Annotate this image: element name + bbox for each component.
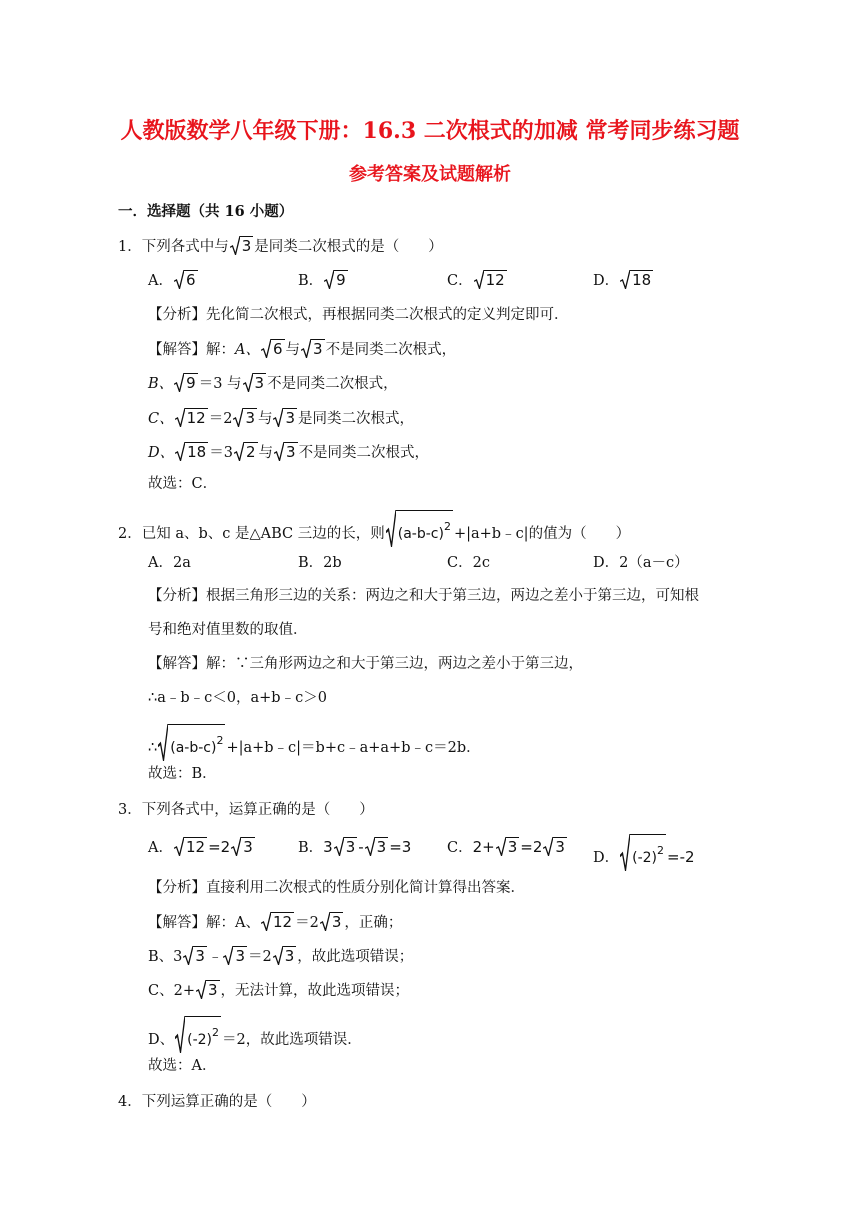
radical: 9 bbox=[174, 373, 198, 392]
radical: 12 bbox=[261, 912, 294, 931]
q1-option-d: D． 18 bbox=[593, 271, 652, 289]
radical: 12 bbox=[474, 270, 507, 289]
q2-solution-line2: ∴a﹣b﹣c＜0，a+b﹣c＞0 bbox=[148, 690, 327, 706]
radical: 3 bbox=[273, 408, 297, 427]
q1-option-a: A． 6 bbox=[148, 271, 196, 289]
radical: 18 bbox=[175, 442, 208, 461]
q2-option-d: D．2（a－c） bbox=[593, 555, 689, 571]
radical: $(a-b-c)^2$ bbox=[386, 510, 453, 547]
q1-analysis: 【分析】先化简二次根式，再根据同类二次根式的定义判定即可． bbox=[148, 307, 569, 323]
radical: 3 bbox=[231, 837, 255, 856]
q1-solution-c: C、 12 ＝2 3 与 3 是同类二次根式， bbox=[148, 409, 415, 427]
q2-solution-line1: 【解答】解：∵三角形两边之和大于第三边，两边之差小于第三边， bbox=[148, 656, 583, 672]
q2-analysis-line2: 号和绝对值里数的取值． bbox=[148, 622, 308, 638]
q1-choice: 故选：C． bbox=[148, 476, 218, 492]
radical: 3 bbox=[233, 408, 257, 427]
q3-option-d: D． $(-2)^2$ =-2 bbox=[593, 834, 695, 871]
document-subtitle: 参考答案及试题解析 bbox=[349, 164, 511, 185]
section-heading: 一．选择题（共 16 小题） bbox=[118, 203, 294, 220]
q1-solution-a: 【解答】解：A、 6 与 3 不是同类二次根式， bbox=[148, 340, 457, 358]
q3-solution-b: B、3 3 ﹣ 3 ＝2 3 ，故此选项错误； bbox=[148, 947, 414, 965]
q2-analysis-line1: 【分析】根据三角形三边的关系：两边之和大于第三边，两边之差小于第三边，可知根 bbox=[148, 588, 699, 604]
radical: 3 bbox=[223, 946, 247, 965]
q1-option-c: C． 12 bbox=[447, 271, 505, 289]
radical: 3 bbox=[273, 946, 297, 965]
radical: 3 bbox=[243, 373, 267, 392]
radical: 3 bbox=[274, 442, 298, 461]
radical: 18 bbox=[620, 270, 653, 289]
q3-option-b: B．3 3 - 3 =3 bbox=[298, 838, 412, 856]
radical: 3 bbox=[320, 912, 344, 931]
radical: 6 bbox=[174, 270, 198, 289]
q3-choice: 故选：A． bbox=[148, 1058, 217, 1074]
q3-solution-a: 【解答】解：A、 12 ＝2 3 ，正确； bbox=[148, 913, 403, 931]
radical: $(-2)^2$ bbox=[620, 834, 666, 871]
q3-option-a: A． 12 =2 3 bbox=[148, 838, 253, 856]
q1-solution-b: B、 9 ＝3 与 3 不是同类二次根式， bbox=[148, 374, 398, 392]
radical: 12 bbox=[175, 408, 208, 427]
radical: 3 bbox=[183, 946, 207, 965]
q4-stem: 4．下列运算正确的是（ ） bbox=[118, 1094, 316, 1110]
radical: $(a-b-c)^2$ bbox=[158, 724, 225, 761]
q3-analysis: 【分析】直接利用二次根式的性质分别化简计算得出答案． bbox=[148, 880, 525, 896]
radical: 12 bbox=[174, 837, 207, 856]
q2-option-c: C．2c bbox=[447, 555, 490, 571]
q2-option-b: B．2b bbox=[298, 555, 342, 571]
q3-option-c: C．2+ 3 =2 3 bbox=[447, 838, 565, 856]
document-title: 人教版数学八年级下册：16.3 二次根式的加减 常考同步练习题 bbox=[120, 118, 740, 144]
radical: 2 bbox=[234, 442, 258, 461]
q1-option-b: B． 9 bbox=[298, 271, 346, 289]
q2-option-a: A．2a bbox=[148, 555, 191, 571]
q3-solution-d: D、 $(-2)^2$ ＝2，故此选项错误． bbox=[148, 1016, 362, 1053]
q3-solution-c: C、2+ 3 ，无法计算，故此选项错误； bbox=[148, 981, 410, 999]
radical: 9 bbox=[324, 270, 348, 289]
radical: 3 bbox=[334, 837, 358, 856]
radical: 3 bbox=[496, 837, 520, 856]
radical: $(-2)^2$ bbox=[175, 1016, 221, 1053]
radical: 3 bbox=[301, 339, 325, 358]
q1-stem: 1．下列各式中与 3 是同类二次根式的是（ ） bbox=[118, 237, 443, 255]
radical: 6 bbox=[261, 339, 285, 358]
q3-stem: 3．下列各式中，运算正确的是（ ） bbox=[118, 802, 374, 818]
radical: 3 bbox=[230, 236, 254, 255]
q2-solution-line3: ∴ $(a-b-c)^2$ +|a+b﹣c|＝b+c﹣a+a+b﹣c＝2b． bbox=[148, 724, 481, 761]
radical: 3 bbox=[543, 837, 567, 856]
radical: 3 bbox=[196, 980, 220, 999]
q1-solution-d: D、 18 ＝3 2 与 3 不是同类二次根式， bbox=[148, 443, 430, 461]
q2-choice: 故选：B． bbox=[148, 766, 217, 782]
radical: 3 bbox=[365, 837, 389, 856]
q2-stem: 2．已知 a、b、c 是△ABC 三边的长，则 $(a-b-c)^2$ +|a+b﹣c|的值为（ ） bbox=[118, 510, 630, 547]
